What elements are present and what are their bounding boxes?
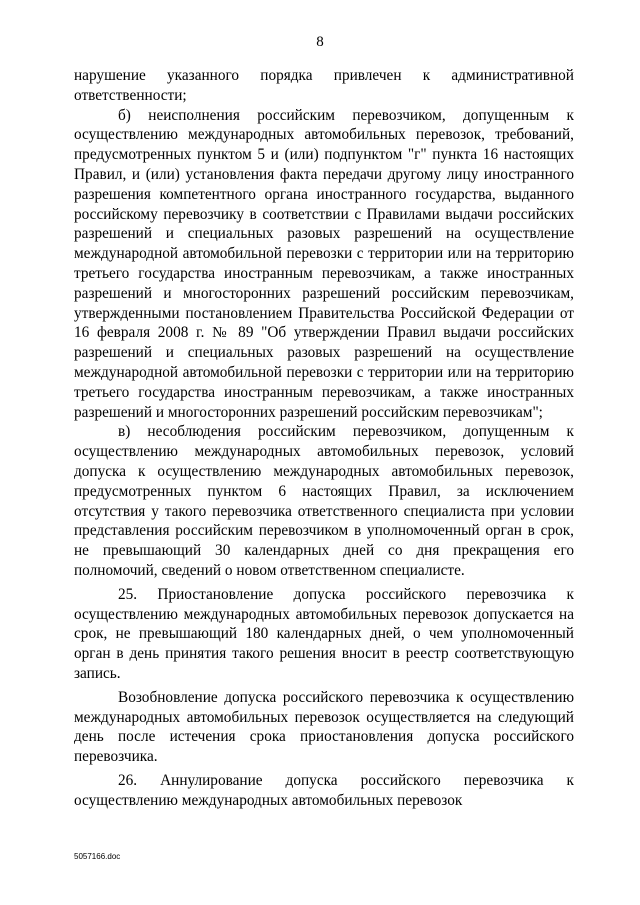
paragraph-item-b: б) неисполнения российским перевозчиком, допущенным к осуществлению международных автомобильных перевозок, требований, предусмотренных пунктом 5 и (или) подпунктом "г" пункта 16 настоящих Правил, и (или) установления факта передачи другому лицу иностранного разрешения компетентного органа иностранного государства, выданного российскому перевозчику в соответствии с Правилами выдачи российских разрешений и специальных разовых разрешений на осуществление международной автомобильной перевозки с территории или на территорию третьего государства иностранным перевозчикам, а также иностранных разрешений и многосторонних разрешений российским перевозчикам, утвержденными постановлением Правительства Российской Федерации от 16 февраля 2008 г. № 89 "Об утверждении Правил выдачи российских разрешений и специальных разовых разрешений на осуществление международной автомобильной перевозки с территории или на территорию третьего государства иностранным перевозчикам, а также иностранных разрешений и многосторонних разрешений российским перевозчикам";: [74, 106, 574, 421]
paragraph-resumption: Возобновление допуска российского перевозчика к осуществлению международных автомобильных перевозок осуществляется на следующий день после истечения срока приостановления допуска российского перевозчика.: [74, 688, 574, 766]
paragraph-clause-25: 25. Приостановление допуска российского перевозчика к осуществлению международных автомобильных перевозок допускается на срок, не превышающий 180 календарных дней, о чем уполномоченный орган в день принятия такого решения вносит в реестр соответствующую запись.: [74, 585, 574, 682]
page-number: 8: [316, 34, 324, 50]
document-body: [74, 66, 574, 810]
paragraph-clause-26: 26. Аннулирование допуска российского перевозчика к осуществлению международных автомобильных перевозок: [74, 771, 574, 809]
paragraph-continuation: нарушение указанного порядка привлечен к административной ответственности;: [74, 67, 574, 104]
document-footer: 5057166.doc: [74, 852, 121, 861]
paragraph-item-v: в) несоблюдения российским перевозчиком, допущенным к осуществлению международных автомобильных перевозок, условий допуска к осуществлению международных автомобильных перевозок, предусмотренных пунктом 6 настоящих Правил, за исключением отсутствия у такого перевозчика ответственного специалиста при условии представления российским перевозчиком в уполномоченный орган в срок, не превышающий 30 календарных дней со дня прекращения его полномочий, сведений о новом ответственном специалисте.: [74, 423, 574, 579]
